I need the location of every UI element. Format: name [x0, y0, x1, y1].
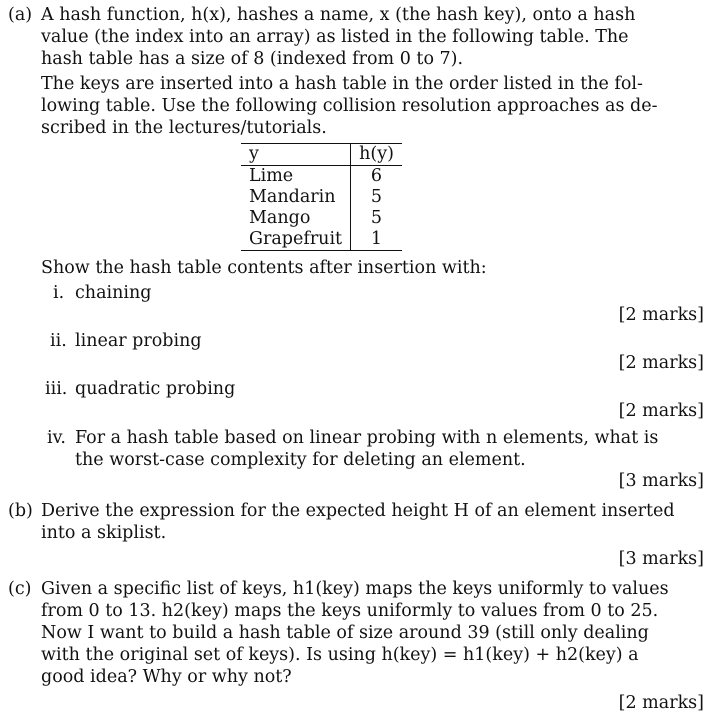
subpart-iv-marks: [3 marks] [618, 471, 704, 491]
table-cell-hash: 6 [351, 166, 402, 188]
table-cell-key: Grapefruit [249, 229, 343, 249]
part-c-marks: [2 marks] [618, 693, 704, 713]
table-row [241, 208, 402, 229]
table-cell-hash: 5 [351, 208, 402, 229]
table-cell-key: Mandarin [249, 187, 336, 207]
table-header-hash: h(y) [351, 144, 402, 166]
part-a-order-line: scribed in the lectures/tutorials. [41, 118, 327, 138]
subpart-iv-text [75, 427, 658, 471]
table-row [241, 187, 402, 208]
subpart-ii-text: linear probing [75, 331, 202, 351]
subpart-ii-label: ii. [50, 331, 67, 351]
part-c-line: Now I want to build a hash table of size around 39 (still only dealing [41, 623, 649, 643]
part-a-order-line: The keys are inserted into a hash table in the order listed in the fol- [41, 74, 643, 94]
part-a-intro [41, 4, 635, 70]
part-c-line: good idea? Why or why not? [41, 667, 292, 687]
part-a-intro-line: value (the index into an array) as listed in the following table. The [41, 27, 629, 47]
table-header-key: y [241, 144, 351, 166]
table-cell-key: Mango [249, 208, 311, 228]
table-header-row [241, 144, 402, 166]
part-c-line: with the original set of keys). Is using h(key) = h1(key) + h2(key) a [41, 645, 639, 665]
part-b-marks: [3 marks] [618, 549, 704, 569]
part-c-label: (c) [8, 579, 32, 599]
part-c-line: from 0 to 13. h2(key) maps the keys uniformly to values from 0 to 25. [41, 601, 659, 621]
part-a-order-text [41, 73, 658, 139]
part-b-line: Derive the expression for the expected height H of an element inserted [41, 501, 675, 521]
subpart-ii-marks: [2 marks] [618, 353, 704, 373]
subpart-iv-line: the worst-case complexity for deleting an element. [75, 450, 526, 470]
table-cell-hash: 5 [351, 187, 402, 208]
part-b-text [41, 500, 675, 544]
subpart-i-marks: [2 marks] [618, 305, 704, 325]
part-a-intro-line: hash table has a size of 8 (indexed from 0 to 7). [41, 49, 464, 69]
part-b-label: (b) [8, 501, 33, 521]
hash-values-table [241, 143, 402, 251]
subpart-iv-label: iv. [47, 428, 66, 448]
table-cell-hash: 1 [351, 229, 402, 251]
subpart-iii-marks: [2 marks] [618, 401, 704, 421]
show-instruction: Show the hash table contents after insertion with: [41, 258, 487, 278]
subpart-i-text: chaining [75, 283, 152, 303]
part-a-intro-line: A hash function, h(x), hashes a name, x (the hash key), onto a hash [41, 5, 636, 25]
part-a-label: (a) [8, 5, 33, 25]
table-cell-key: Lime [249, 166, 294, 186]
subpart-iv-line: For a hash table based on linear probing with n elements, what is [75, 428, 659, 448]
subpart-iii-label: iii. [45, 379, 68, 399]
table-row [241, 166, 402, 188]
part-c-text [41, 578, 669, 688]
subpart-i-label: i. [53, 283, 65, 303]
part-b-line: into a skiplist. [41, 523, 167, 543]
table-row [241, 229, 402, 251]
part-c-line: Given a specific list of keys, h1(key) maps the keys uniformly to values [41, 579, 669, 599]
part-a-order-line: lowing table. Use the following collision resolution approaches as de- [41, 96, 658, 116]
subpart-iii-text: quadratic probing [75, 379, 236, 399]
